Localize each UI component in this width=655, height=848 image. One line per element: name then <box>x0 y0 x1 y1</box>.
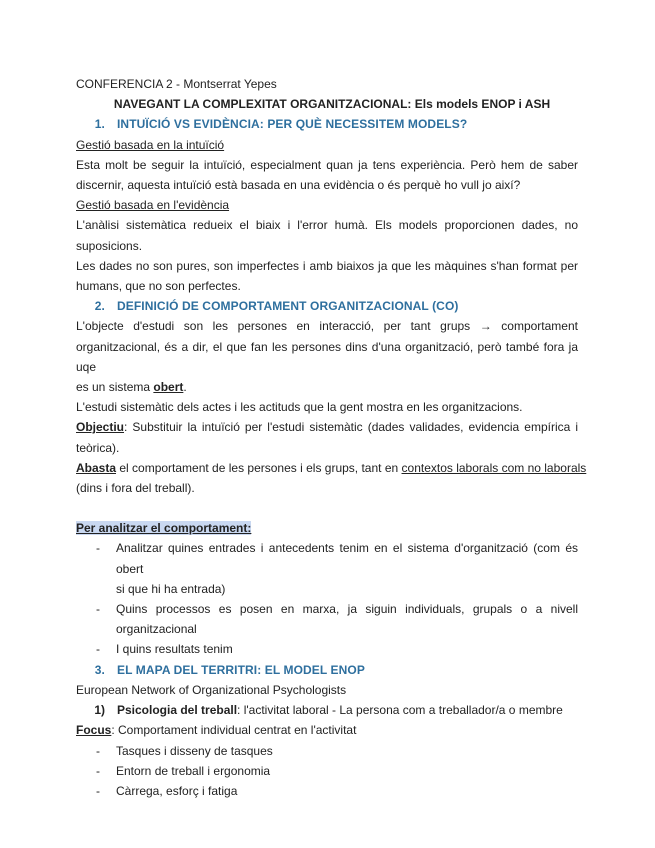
list-item <box>76 639 578 659</box>
text-run: : l'activitat laboral - La persona com a treballador/a o membre <box>237 703 563 718</box>
abasta-line <box>76 458 587 478</box>
abasta-label: Abasta <box>76 460 117 475</box>
text-run: es un sistema <box>76 380 154 395</box>
list-item <box>76 741 578 761</box>
paragraph-line: discernir, aquesta intuïció està basada en una evidència o és perquè ho vull jo així? <box>76 178 521 193</box>
focus-label: Focus <box>76 723 112 738</box>
paragraph-line: L'anàlisi sistemàtica redueix el biaix i l'error humà. Els models proporcionen dades, no <box>76 218 578 233</box>
section-2-heading <box>76 296 578 316</box>
paragraph-line: L'objecte d'estudi son les persones en interacció, per tant grups → comportament <box>76 319 578 334</box>
section-2-title: DEFINICIÓ DE COMPORTAMENT ORGANITZACIONAL (CO) <box>117 299 459 314</box>
list-item-text: Tasques i disseny de tasques <box>116 743 273 758</box>
document-page <box>76 74 587 801</box>
subsection-1-number: 1) <box>94 703 105 718</box>
objective-line <box>76 417 578 437</box>
list-item-text: I quins resultats tenim <box>116 642 233 657</box>
paragraph-line: Les dades no son pures, son imperfectes i amb biaixos ja que les màquines s'han format per <box>76 258 578 273</box>
subheading-evidence: Gestió basada en l'evidència <box>76 198 230 213</box>
spacer <box>76 498 578 518</box>
analitzar-line <box>76 518 578 538</box>
list-item-text: Quins processos es posen en marxa, ja siguin individuals, grupals o a nivell <box>116 602 578 617</box>
list-item-text: si que hi ha entrada) <box>116 581 226 596</box>
dash-marker: - <box>96 642 100 657</box>
section-1-title: INTUÏCIÓ VS EVIDÈNCIA: PER QUÈ NECESSITEM MODELS? <box>117 117 468 132</box>
dash-marker: - <box>96 783 100 798</box>
section-1-heading <box>76 114 578 134</box>
list-item-text: Entorn de treball i ergonomia <box>116 763 271 778</box>
paragraph-line: teòrica). <box>76 440 120 455</box>
subsection-1-label: Psicologia del treball <box>117 703 238 718</box>
document-header: CONFERENCIA 2 - Montserrat Yepes <box>76 77 277 91</box>
list-item-continuation <box>76 619 578 639</box>
paragraph-line: (dins i fora del treball). <box>76 481 195 496</box>
dash-marker: - <box>96 602 100 617</box>
text-run: : Substituir la intuïció per l'estudi sistemàtic (dades validades, evidencia empírica i <box>124 420 578 435</box>
dash-marker: - <box>96 763 100 778</box>
contexts-underlined: contextos laborals com no laborals <box>401 460 587 475</box>
emphasis-obert: obert <box>153 380 184 395</box>
paragraph-line: Esta molt be seguir la intuïció, especialment quan ja tens experiència. Però hem de saber <box>76 157 578 172</box>
list-item-text: Analitzar quines entrades i antecedents tenim en el sistema d'organització (com és obert <box>116 541 578 576</box>
section-2-number: 2. <box>94 299 105 314</box>
list-item <box>76 761 578 781</box>
analitzar-label-highlighted: Per analitzar el comportament: <box>76 521 252 536</box>
dash-marker: - <box>96 743 100 758</box>
section-3-number: 3. <box>94 662 105 677</box>
subsection-1-line <box>76 700 578 720</box>
text-run: . <box>183 380 187 395</box>
list-item <box>76 538 578 578</box>
paragraph-line <box>76 377 578 397</box>
document-title: NAVEGANT LA COMPLEXITAT ORGANITZACIONAL: Els models ENOP i ASH <box>113 97 551 112</box>
list-item-text: Càrrega, esforç i fatiga <box>116 783 238 798</box>
objective-label: Objectiu <box>76 420 125 435</box>
list-item-continuation <box>76 579 578 599</box>
dash-marker: - <box>96 541 100 556</box>
section-3-title: EL MAPA DEL TERRITRI: EL MODEL ENOP <box>117 662 365 677</box>
list-item <box>76 599 578 619</box>
paragraph-line: organitzacional, és a dir, el que fan les persones dins d'una organització, però també fora ja uqe <box>76 339 578 374</box>
text-run: el comportament de les persones i els grups, tant en <box>116 460 402 475</box>
paragraph-line: humans, que no son perfectes. <box>76 279 241 294</box>
list-item <box>76 781 578 801</box>
text-run: : Comportament individual centrat en l'activitat <box>111 723 357 738</box>
subheading-intuition: Gestió basada en la intuïció <box>76 137 225 152</box>
paragraph-line: European Network of Organizational Psychologists <box>76 682 347 697</box>
section-3-heading <box>76 660 578 680</box>
paragraph-line: suposicions. <box>76 238 143 253</box>
paragraph-line: L'estudi sistemàtic dels actes i les actituds que la gent mostra en les organitzacions. <box>76 400 523 415</box>
section-1-number: 1. <box>94 117 105 132</box>
list-item-text: organitzacional <box>116 622 197 637</box>
focus-line <box>76 720 578 740</box>
